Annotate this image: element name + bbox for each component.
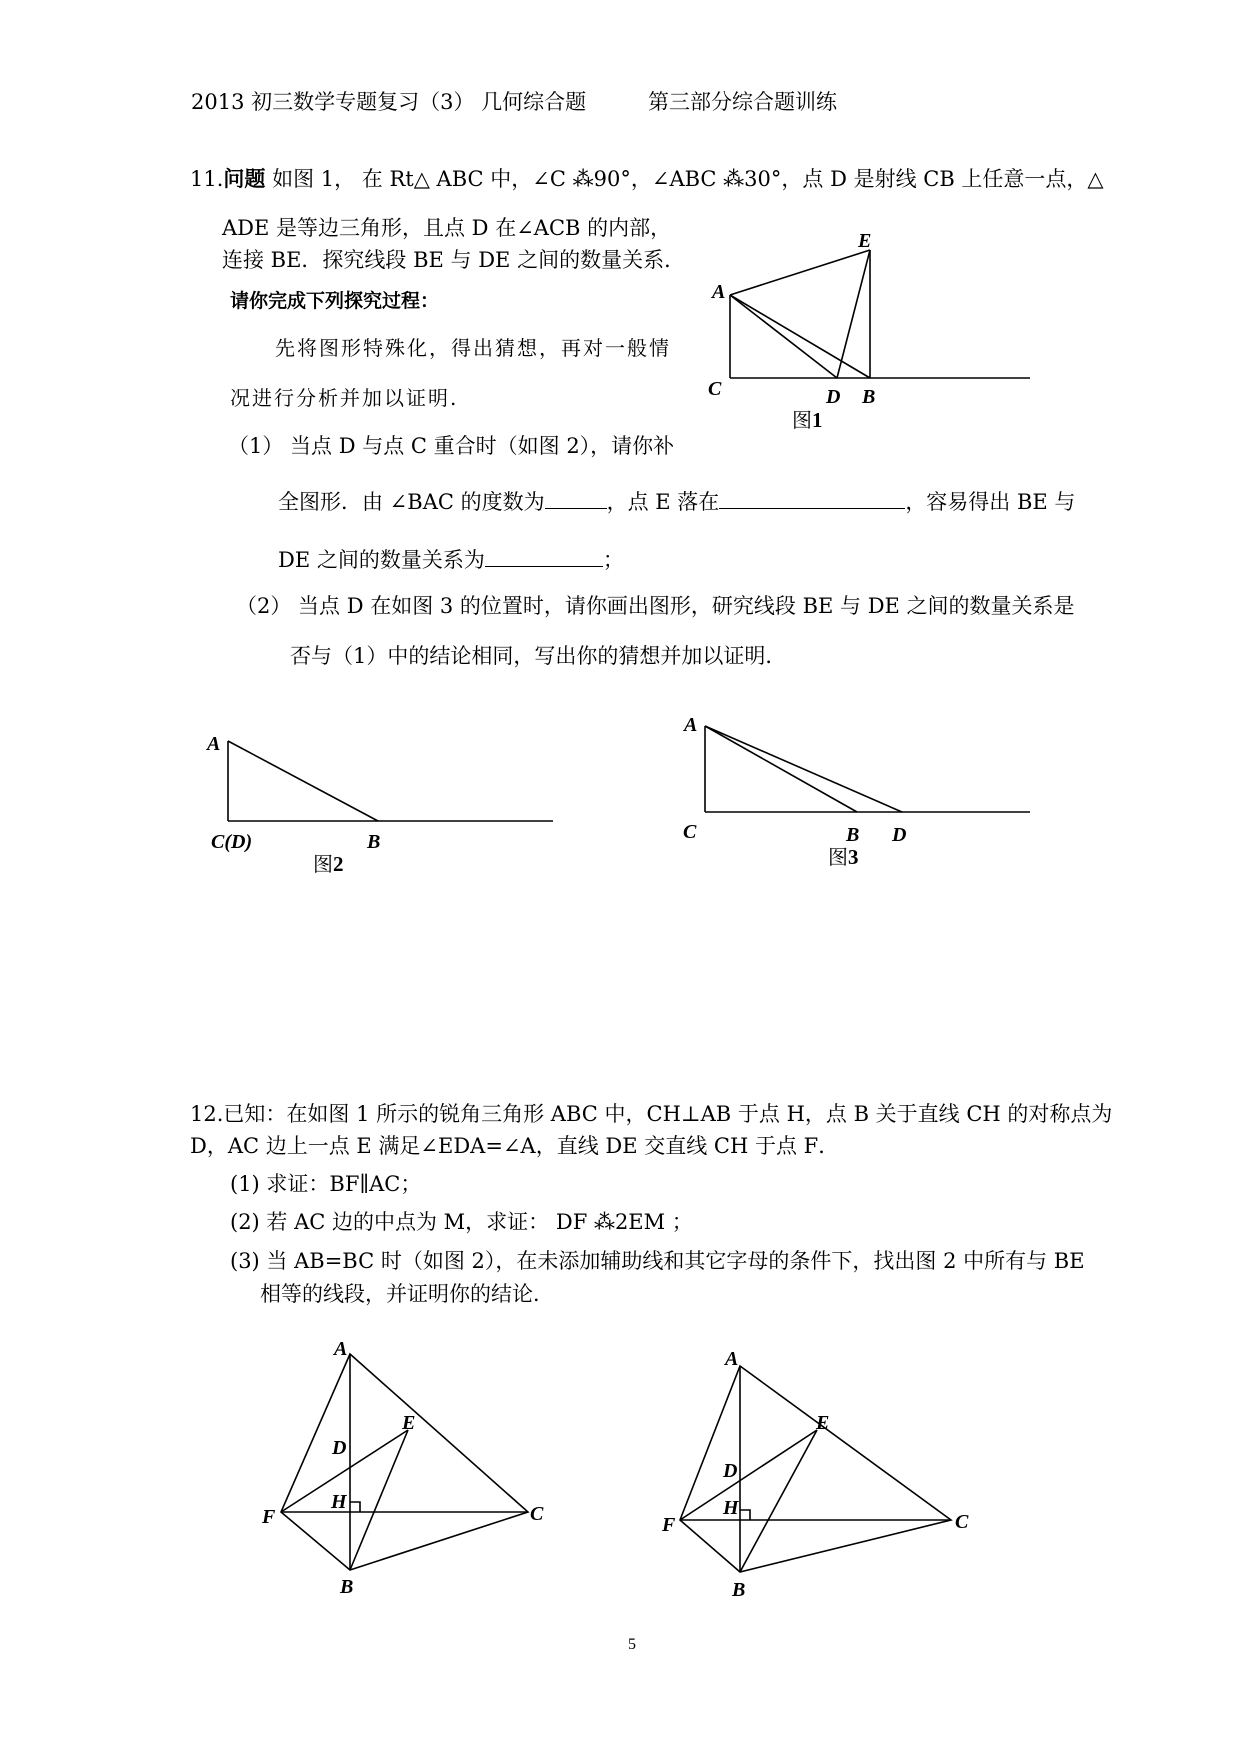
- q12-item3-line1: (3) 当 AB=BC 时（如图 2），在未添加辅助线和其它字母的条件下，找出图 2 中所有与 BE: [230, 1249, 1085, 1273]
- q11-fig3-label-d: D: [892, 824, 907, 846]
- q12-fig1-label-f: F: [262, 1506, 276, 1528]
- header-title: 2013 初三数学专题复习（3） 几何综合题: [191, 90, 587, 114]
- q11-method-line1: 先将图形特殊化，得出猜想，再对一般情: [275, 336, 671, 360]
- q12-figure-2: [650, 1340, 970, 1610]
- q12-fig2-label-f: F: [662, 1514, 676, 1536]
- q12-item2: (2) 若 AC 边的中点为 M，求证： DF ⁂2EM ；: [230, 1210, 693, 1234]
- q12-fig2-label-e: E: [816, 1412, 830, 1434]
- q12-fig2-label-a: A: [725, 1348, 739, 1370]
- page-number: 5: [628, 1636, 636, 1653]
- q11-number: 11.: [190, 167, 224, 191]
- q12-fig2-label-h: H: [723, 1497, 739, 1519]
- q12-fig1-label-h: H: [331, 1491, 347, 1513]
- q11-fig1-line-ed: [837, 250, 870, 378]
- q12-fig1-label-c: C: [530, 1503, 544, 1525]
- q11-part1-line1: （1） 当点 D 与点 C 重合时（如图 2），请你补: [228, 434, 675, 458]
- be-de-relation-blank[interactable]: [485, 548, 603, 567]
- q12-fig1-label-d: D: [332, 1437, 347, 1459]
- q11-part1-text-c: ，容易得出 BE 与: [905, 490, 1076, 514]
- q11-line3: 连接 BE．探究线段 BE 与 DE 之间的数量关系．: [222, 248, 686, 272]
- q11-instruction: 请你完成下列探究过程：: [230, 290, 440, 312]
- point-e-location-blank[interactable]: [719, 490, 905, 509]
- q11-fig3-label-c: C: [683, 821, 697, 843]
- q11-fig2-label-a: A: [207, 733, 221, 755]
- q12-line2: D，AC 边上一点 E 满足∠EDA=∠A，直线 DE 交直线 CH 于点 F．: [190, 1134, 840, 1158]
- q12-fig1-label-b: B: [340, 1576, 354, 1598]
- q11-method-line2: 况进行分析并加以证明.: [230, 386, 459, 410]
- q11-fig1-line-ae: [730, 250, 870, 295]
- q11-part1-line2: [278, 490, 1075, 513]
- q12-fig2-label-d: D: [723, 1460, 738, 1482]
- q12-item3-line2: 相等的线段，并证明你的结论．: [260, 1282, 554, 1306]
- q11-tag: 问题: [223, 166, 266, 191]
- q12-fig1-right-angle: [350, 1502, 360, 1512]
- q11-fig2-line-ab: [228, 741, 378, 821]
- header-part: 第三部分综合题训练: [648, 90, 837, 114]
- q12-fig2-right-angle: [740, 1510, 750, 1520]
- q11-line2: ADE 是等边三角形，且点 D 在∠ACB 的内部，: [222, 216, 672, 240]
- q12-fig1-quad: [281, 1354, 528, 1570]
- q12-fig1-line-be: [350, 1430, 408, 1570]
- q11-part1-text-a: 全图形．由 ∠BAC 的度数为: [278, 490, 545, 514]
- q11-part1-text-e: ；: [602, 548, 624, 572]
- q11-fig1-caption: 图1: [792, 408, 823, 432]
- q11-fig2-label-b: B: [367, 831, 381, 853]
- q12-figure-1: [250, 1330, 570, 1600]
- q11-fig3-line-ad: [705, 726, 902, 812]
- q12-fig1-label-e: E: [402, 1412, 416, 1434]
- q11-fig3-line-ab: [705, 726, 857, 812]
- q11-fig1-line-ad: [730, 295, 837, 378]
- q11-part1-text-d: DE 之间的数量关系为: [278, 548, 485, 572]
- q11-part1-line3: [278, 548, 624, 571]
- q11-figure-1: [700, 230, 1040, 440]
- q11-fig1-label-e: E: [858, 230, 872, 252]
- q11-figure-2: [195, 715, 565, 880]
- q11-fig1-label-b: B: [862, 386, 876, 408]
- q11-line1-text: 如图 1， 在 Rt△ ABC 中，∠C ⁂90°，∠ABC ⁂30°，点 D 是射线 CB 上任意一点，△: [272, 167, 1104, 191]
- q11-fig1-label-a: A: [712, 281, 726, 303]
- angle-bac-blank[interactable]: [545, 490, 607, 509]
- q11-fig3-caption: 图3: [828, 845, 859, 869]
- q12-item1: (1) 求证：BF∥AC；: [230, 1172, 422, 1196]
- q11-fig3-label-b: B: [846, 824, 860, 846]
- q11-fig2-label-cd: C(D): [211, 831, 253, 853]
- q11-fig1-label-c: C: [708, 378, 722, 400]
- q12-fig2-line-be: [740, 1430, 817, 1572]
- q11-part2-line1: （2） 当点 D 在如图 3 的位置时，请你画出图形，研究线段 BE 与 DE 之间的数量关系是: [236, 594, 1075, 618]
- q12-fig1-label-a: A: [334, 1338, 348, 1360]
- q11-part2-line2: 否与（1）中的结论相同，写出你的猜想并加以证明．: [290, 644, 787, 668]
- q12-fig2-quad: [680, 1366, 951, 1572]
- q11-part1-text-b: ，点 E 落在: [606, 490, 720, 514]
- q12-fig2-label-b: B: [732, 1579, 746, 1601]
- q12-fig2-label-c: C: [955, 1511, 969, 1533]
- q11-figure-3: [680, 705, 1040, 885]
- q12-fig2-line-fe: [680, 1430, 817, 1520]
- q12-line1: 12.已知：在如图 1 所示的锐角三角形 ABC 中，CH⊥AB 于点 H，点 B 关于直线 CH 的对称点为: [190, 1102, 1113, 1126]
- q11-fig2-caption: 图2: [313, 852, 344, 876]
- q11-fig1-label-d: D: [826, 386, 841, 408]
- q11-line1: [190, 168, 1104, 190]
- q11-fig3-label-a: A: [684, 714, 698, 736]
- q11-fig1-line-ab: [730, 295, 870, 378]
